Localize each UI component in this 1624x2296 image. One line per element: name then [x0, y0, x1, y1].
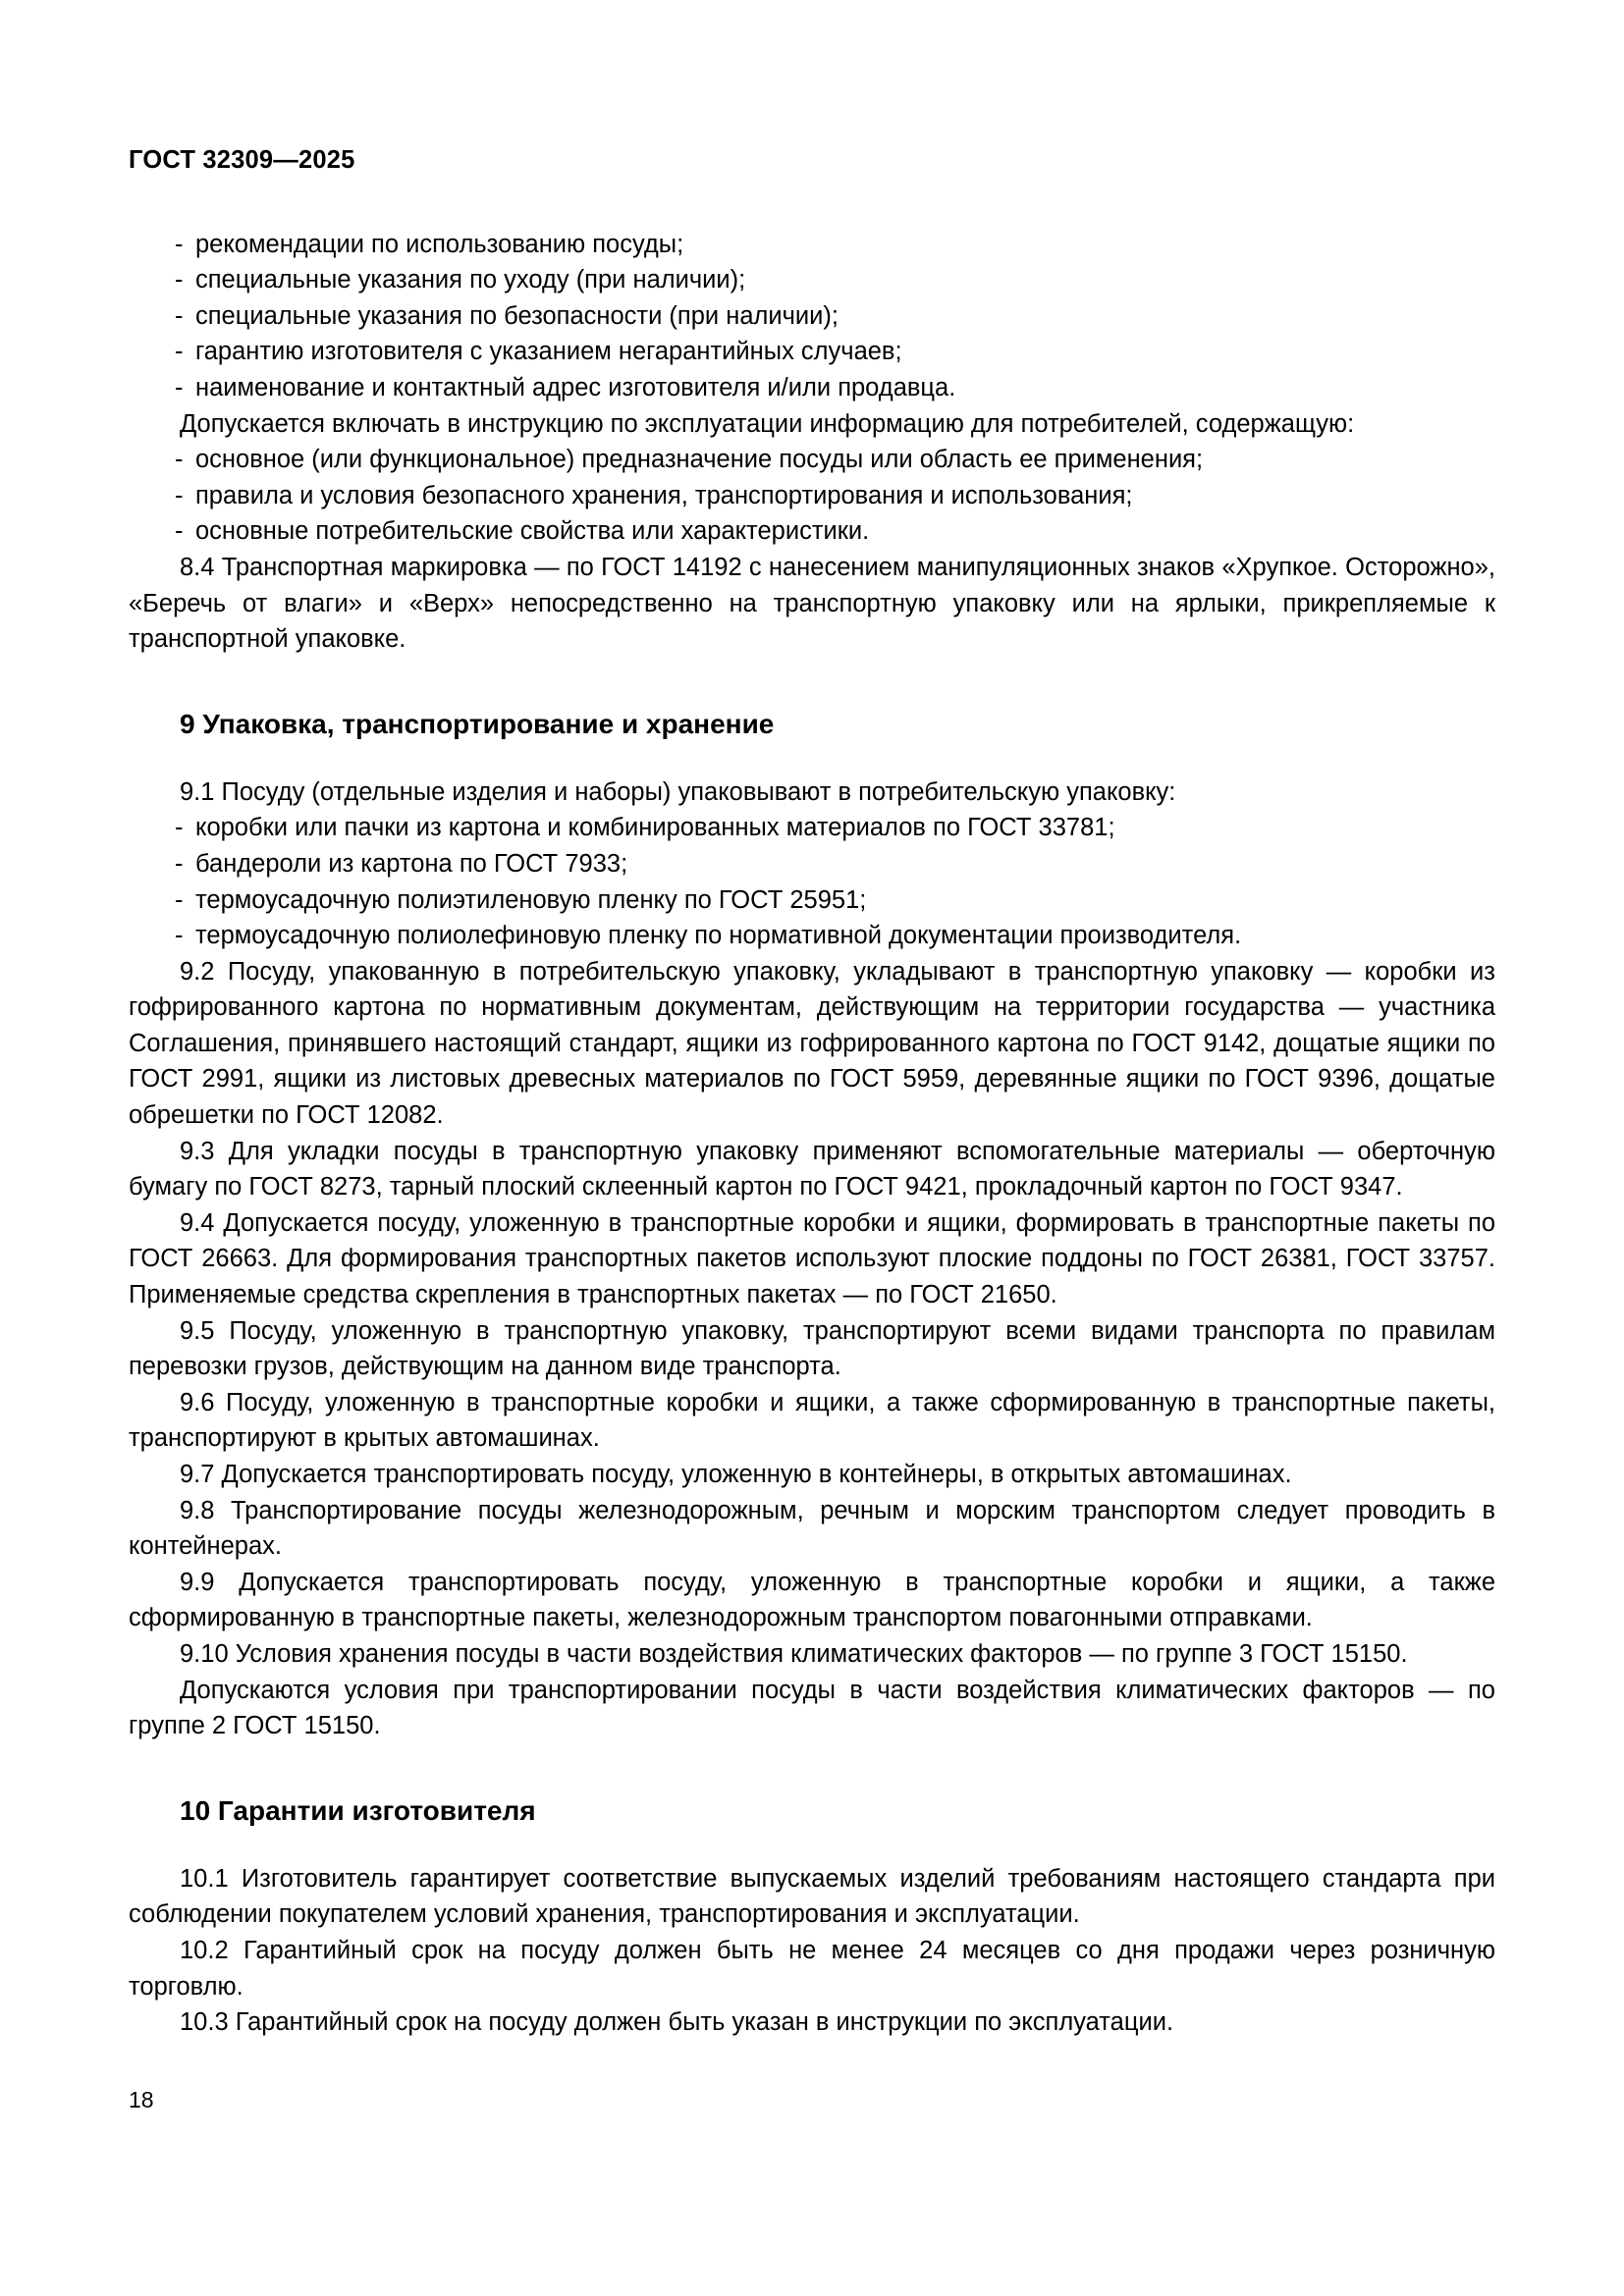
paragraph-9-2: 9.2 Посуду, упакованную в потребительскую упаковку, укладывают в транспортную упаковку — коробки из гофрированного картона по нормативным документам, действующим на территории государства — участника Соглашения, принявшего настоящий стандарт, ящики из гофрированного картона по ГОСТ 9142, дощатые ящики по ГОСТ 2991, ящики из листовых древесных материалов по ГОСТ 5959, деревянные ящики по ГОСТ 9396, дощатые обрешетки по ГОСТ 12082. [129, 957, 1495, 1130]
section-heading-9: 9 Упаковка, транспортирование и хранение [180, 708, 775, 739]
list-item-text: термоусадочную полиэтиленовую пленку по ГОСТ 25951; [195, 885, 867, 914]
page-number: 18 [129, 2087, 154, 2112]
list-item-text: правила и условия безопасного хранения, транспортирования и использования; [195, 481, 1133, 509]
list-item-text: специальные указания по уходу (при наличии); [195, 266, 746, 294]
dash-bullet: - [175, 849, 184, 878]
list-item [129, 478, 1495, 514]
spacer [129, 658, 1495, 707]
list-item-text: основное (или функциональное) предназначение посуды или область ее применения; [195, 446, 1204, 474]
list-item [129, 227, 1495, 263]
paragraph-9-7: 9.7 Допускается транспортировать посуду, уложенную в контейнеры, в открытых автомашинах. [180, 1461, 1292, 1488]
paragraph-9-transport-conditions: Допускаются условия при транспортировании посуды в части воздействия климатических факторов — по группе 2 ГОСТ 15150. [129, 1676, 1495, 1740]
list-item-text: бандероли из картона по ГОСТ 7933; [195, 849, 628, 878]
dash-bullet: - [175, 885, 184, 914]
paragraph-10-2: 10.2 Гарантийный срок на посуду должен быть не менее 24 месяцев со дня продажи через розничную торговлю. [129, 1936, 1495, 2001]
dash-bullet: - [175, 814, 184, 842]
list-item-text: специальные указания по безопасности (при наличии); [195, 301, 839, 330]
dash-bullet: - [175, 338, 184, 366]
paragraph-9-9: 9.9 Допускается транспортировать посуду, уложенную в транспортные коробки и ящики, а также сформированную в транспортные пакеты, железнодорожным транспортом повагонными отправками. [129, 1568, 1495, 1632]
dash-bullet: - [175, 373, 184, 401]
spacer [129, 1744, 1495, 1793]
intro-dash-list [129, 227, 1495, 406]
dash-bullet: - [175, 301, 184, 330]
page-body [129, 227, 1495, 2041]
list-item [129, 513, 1495, 550]
list-item [129, 810, 1495, 846]
paragraph-9-3: 9.3 Для укладки посуды в транспортную упаковку применяют вспомогательные материалы — оберточную бумагу по ГОСТ 8273, тарный плоский склеенный картон по ГОСТ 9421, прокладочный картон по ГОСТ 9347. [129, 1137, 1495, 1201]
consumer-info-dash-list [129, 442, 1495, 550]
section-heading-10: 10 Гарантии изготовителя [180, 1794, 536, 1826]
list-item [129, 262, 1495, 298]
list-item-text: основные потребительские свойства или характеристики. [195, 517, 870, 546]
page-content [129, 145, 1495, 2041]
running-head: ГОСТ 32309—2025 [129, 146, 355, 174]
paragraph-9-4: 9.4 Допускается посуду, уложенную в транспортные коробки и ящики, формировать в транспортные пакеты по ГОСТ 26663. Для формирования транспортных пакетов используют плоские поддоны по ГОСТ 26381, ГОСТ 33757. Применяемые средства скрепления в транспортных пакетах — по ГОСТ 21650. [129, 1208, 1495, 1309]
packaging-dash-list [129, 810, 1495, 953]
paragraph-9-10: 9.10 Условия хранения посуды в части воздействия климатических факторов — по группе 3 ГОСТ 15150. [180, 1639, 1408, 1668]
paragraph-9-8: 9.8 Транспортирование посуды железнодорожным, речным и морским транспортом следует проводить в контейнерах. [129, 1496, 1495, 1561]
dash-bullet: - [175, 446, 184, 474]
list-item [129, 918, 1495, 954]
dash-bullet: - [175, 517, 184, 546]
list-item [129, 882, 1495, 919]
list-item-text: коробки или пачки из картона и комбинированных материалов по ГОСТ 33781; [195, 814, 1115, 842]
list-item-text: наименование и контактный адрес изготовителя и/или продавца. [195, 373, 956, 401]
list-item-text: гарантию изготовителя с указанием негарантийных случаев; [195, 338, 902, 366]
list-item-text: термоусадочную полиолефиновую пленку по нормативной документации производителя. [195, 922, 1242, 950]
dash-bullet: - [175, 922, 184, 950]
list-item [129, 370, 1495, 406]
paragraph-10-3: 10.3 Гарантийный срок на посуду должен быть указан в инструкции по эксплуатации. [180, 2008, 1174, 2037]
paragraph-9-6: 9.6 Посуду, уложенную в транспортные коробки и ящики, а также сформированную в транспортные пакеты, транспортируют в крытых автомашинах. [129, 1388, 1495, 1453]
list-item [129, 298, 1495, 335]
paragraph-10-1: 10.1 Изготовитель гарантирует соответствие выпускаемых изделий требованиям настоящего стандарта при соблюдении покупателем условий хранения, транспортирования и эксплуатации. [129, 1864, 1495, 1929]
paragraph-9-5: 9.5 Посуду, уложенную в транспортную упаковку, транспортируют всеми видами транспорта по правилам перевозки грузов, действующим на данном виде транспорта. [129, 1316, 1495, 1381]
dash-bullet: - [175, 230, 184, 258]
spacer [129, 741, 1495, 774]
list-item-text: рекомендации по использованию посуды; [195, 230, 684, 258]
paragraph-9-1: 9.1 Посуду (отдельные изделия и наборы) упаковывают в потребительскую упаковку: [180, 777, 1176, 806]
list-item [129, 846, 1495, 882]
paragraph-allowed-include: Допускается включать в инструкцию по эксплуатации информацию для потребителей, содержащую: [180, 409, 1355, 438]
paragraph-8-4: 8.4 Транспортная маркировка — по ГОСТ 14192 с нанесением манипуляционных знаков «Хрупкое. Осторожно», «Беречь от влаги» и «Верх» непосредственно на транспортную упаковку или на ярлыки, прикрепляемые к транспортной упаковке. [129, 553, 1495, 654]
list-item [129, 334, 1495, 370]
list-item [129, 442, 1495, 478]
spacer [129, 1828, 1495, 1861]
dash-bullet: - [175, 266, 184, 294]
dash-bullet: - [175, 481, 184, 509]
